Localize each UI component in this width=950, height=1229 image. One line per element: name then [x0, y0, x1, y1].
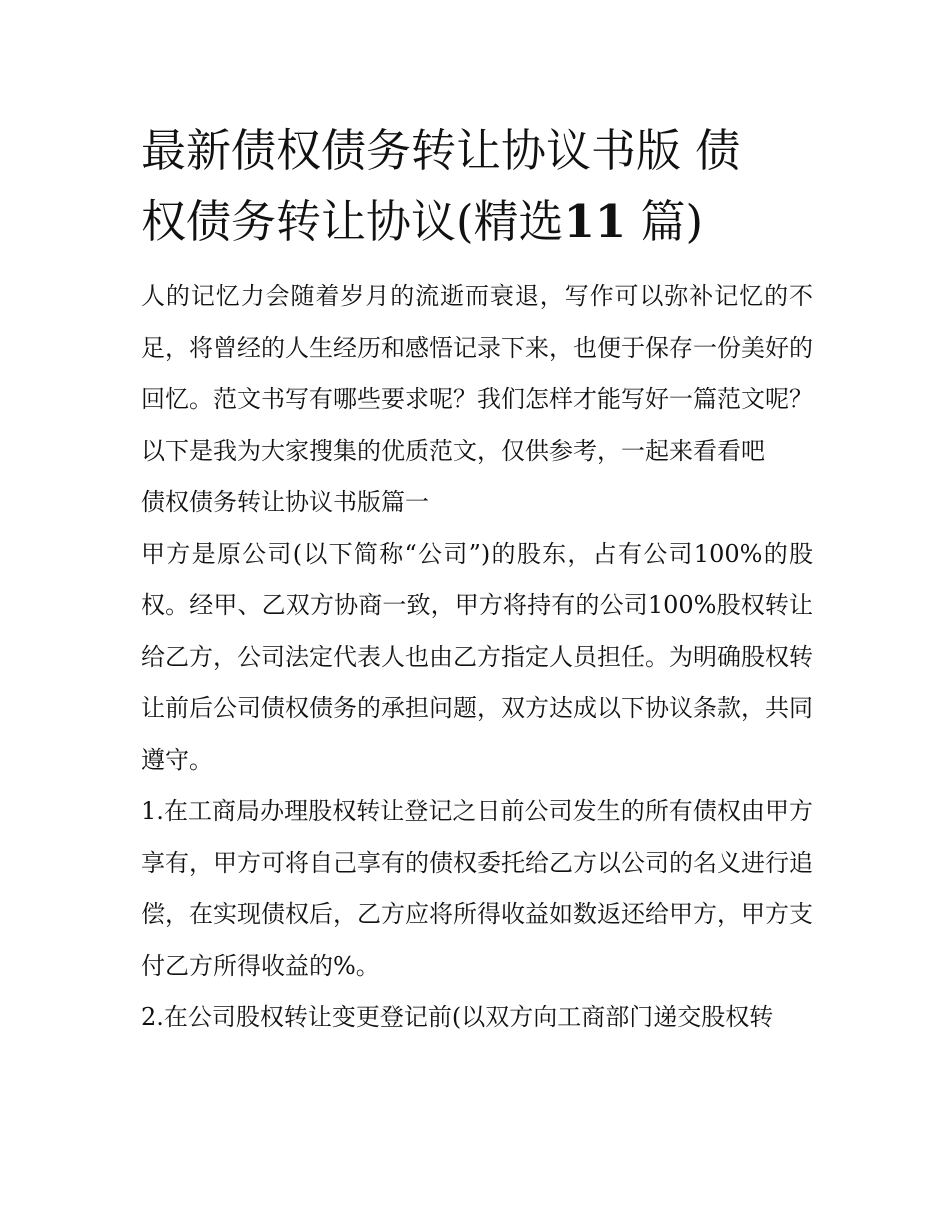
section-heading: 债权债务转让协议书版篇一 [141, 488, 429, 516]
page-title [141, 115, 813, 257]
intro-paragraph: 人的记忆力会随着岁月的流逝而衰退，写作可以弥补记忆的不足，将曾经的人生经历和感悟记录下来，也便于保存一份美好的回忆。范文书写有哪些要求呢？我们怎样才能写好一篇范文呢？以下是我为大家搜集的优质范文，仅供参考，一起来看看吧 [141, 282, 813, 465]
title-line-1: 最新债权债务转让协议书版 债 [141, 124, 741, 177]
clause-1: 1.在工商局办理股权转让登记之日前公司发生的所有债权由甲方享有，甲方可将自己享有的债权委托给乙方以公司的名义进行追偿，在实现债权后，乙方应将所得收益如数返还给甲方，甲方支付乙方所得收益的%。 [141, 797, 813, 980]
body-paragraph: 甲方是原公司(以下简称“公司”)的股东，占有公司100%的股权。经甲、乙双方协商一致，甲方将持有的公司100%股权转让给乙方，公司法定代表人也由乙方指定人员担任。为明确股权转让前后公司债权债务的承担问题，双方达成以下协议条款，共同遵守。 [141, 539, 813, 774]
clause-2: 2.在公司股权转让变更登记前(以双方向工商部门递交股权转 [141, 1003, 774, 1031]
title-line-2: 权债务转让协议(精选 [141, 195, 564, 248]
title-suffix: 篇) [626, 195, 704, 248]
document-body [141, 115, 813, 1044]
title-count: 11 [563, 195, 627, 248]
